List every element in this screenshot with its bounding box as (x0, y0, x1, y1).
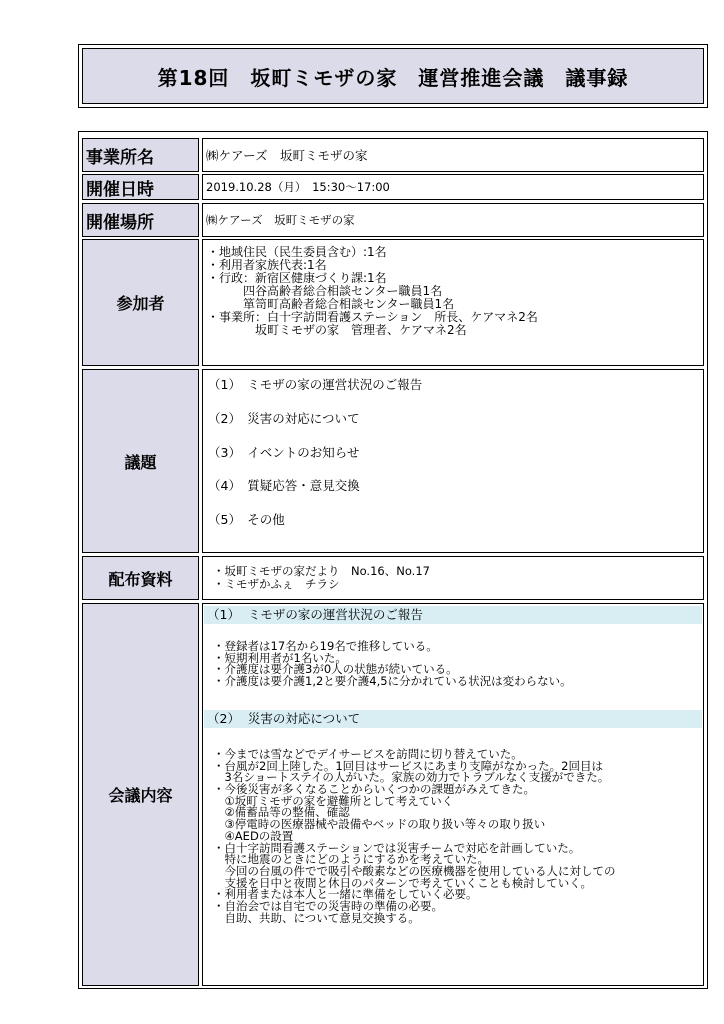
datetime-value: 2019.10.28（月） 15:30〜17:00 (202, 174, 704, 200)
row-place (82, 203, 704, 237)
row-agenda (82, 369, 704, 553)
minutes-line: ・今までは雪などでデイサービスを訪問に切り替えていた。 (213, 747, 523, 761)
minutes-line: ②備蓄品等の整備、確認 (213, 805, 350, 820)
row-minutes (82, 603, 704, 986)
place-value: ㈱ケアーズ 坂町ミモザの家 (202, 203, 704, 237)
materials-value (202, 556, 704, 600)
material-line: ・坂町ミモザの家だより No.16、No.17 (213, 564, 430, 578)
section-heading: （1） ミモザの家の運営状況のご報告 (204, 606, 702, 624)
agenda-item: （4） 質疑応答・意見交換 (208, 478, 360, 493)
participant-line: 坂町ミモザの家 管理者、ケアマネ2名 (207, 323, 467, 337)
agenda-item: （2） 災害の対応について (208, 411, 360, 426)
participants-label: 参加者 (82, 239, 199, 366)
participants-value (202, 239, 704, 366)
minutes-line: ③停電時の医療器械や設備やベッドの取り扱い等々の取り扱い (213, 817, 546, 832)
agenda-item: （1） ミモザの家の運営状況のご報告 (208, 377, 423, 392)
minutes-line: ・台風が2回上陸した。1回目はサービスにあまり支障がなかった。2回目は (213, 758, 603, 773)
minutes-line: ・登録者は17名から19名で推移している。 (213, 639, 438, 653)
minutes-line: 特に地震のときにどのようにするかを考えていた。 (213, 852, 489, 867)
minutes-table (78, 131, 708, 989)
minutes-value (202, 603, 704, 986)
participant-line: ・事業所：白十字訪問看護ステーション 所長、ケアマネ2名 (207, 310, 538, 324)
document-title: 第18回 坂町ミモザの家 運営推進会議 議事録 (82, 48, 704, 104)
agenda-value (202, 369, 704, 553)
section-body (213, 749, 701, 924)
office-label: 事業所名 (82, 138, 199, 172)
materials-label: 配布資料 (82, 556, 199, 600)
section-heading: （2） 災害の対応について (204, 710, 702, 728)
participant-line: ・行政：新宿区健康づくり課:1名 (207, 271, 387, 285)
row-participants (82, 239, 704, 366)
minutes-line: ・今後災害が多くなることからいくつかの課題がみえてきた。 (213, 782, 535, 797)
office-value: ㈱ケアーズ 坂町ミモザの家 (202, 138, 704, 172)
title-box (78, 44, 708, 108)
participant-line: ・地域住民（民生委員含む）:1名 (207, 245, 387, 259)
minutes-line: ・介護度は要介護3が0人の状態が続いている。 (213, 662, 458, 677)
minutes-line: 自助、共助、について意見交換する。 (213, 910, 420, 925)
minutes-line: 今回の台風の件でで吸引や酸素などの医療機器を使用している人に対しての (213, 863, 616, 878)
minutes-line: 支援を日中と夜間と休日のパターンで考えていくことも検討していく。 (213, 875, 593, 890)
datetime-label: 開催日時 (82, 174, 199, 200)
row-datetime (82, 174, 704, 200)
minutes-line: ・介護度は要介護1,2と要介護4,5に分かれている状況は変わらない。 (213, 674, 572, 689)
row-materials (82, 556, 704, 600)
minutes-line: 3名ショートステイの人がいた。家族の効力でトラブルなく支援ができた。 (213, 770, 610, 785)
place-label: 開催場所 (82, 203, 199, 237)
agenda-item: （3） イベントのお知らせ (208, 445, 360, 460)
section-body (213, 641, 701, 688)
agenda-label: 議題 (82, 369, 199, 553)
minutes-line: ①坂町ミモザの家を避難所として考えていく (213, 793, 454, 808)
minutes-line: ・白十字訪問看護ステーションでは災害チームで対応を計画していた。 (213, 840, 581, 855)
minutes-line: ・短期利用者が1名いた。 (213, 650, 347, 665)
agenda-item: （5） その他 (208, 512, 285, 527)
row-office (82, 138, 704, 172)
minutes-line: ・自治会では自宅での災害時の準備の必要。 (213, 898, 443, 913)
minutes-line: ・利用者または本人と一緒に準備をしていく必要。 (213, 887, 478, 902)
minutes-line: ④AEDの設置 (213, 828, 294, 843)
participant-line: 箪笥町高齢者総合相談センター職員1名 (207, 297, 455, 311)
material-line: ・ミモザかふぇ チラシ (213, 577, 340, 591)
participant-line: 四谷高齢者総合相談センター職員1名 (207, 284, 443, 298)
minutes-label: 会議内容 (82, 603, 199, 986)
participant-line: ・利用者家族代表:1名 (207, 258, 327, 272)
